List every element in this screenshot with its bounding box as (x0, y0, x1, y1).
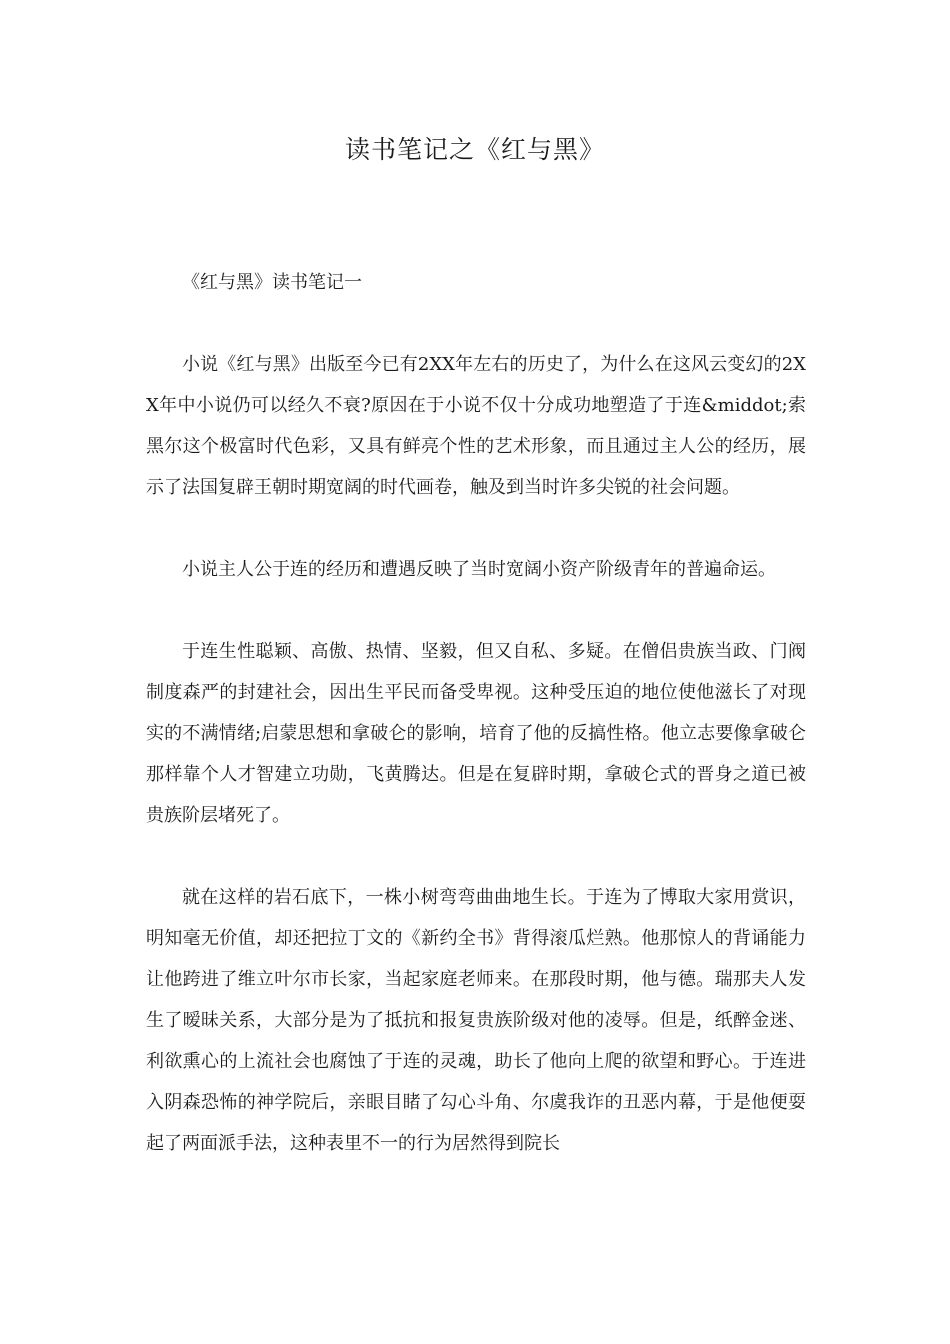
paragraph: 小说主人公于连的经历和遭遇反映了当时宽阔小资产阶级青年的普遍命运。 (182, 559, 776, 580)
paragraph: 就在这样的岩石底下，一株小树弯弯曲曲地生长。于连为了博取大家用赏识，明知毫无价值，却还把拉丁文的《新约全书》背得滚瓜烂熟。他那惊人的背诵能力让他跨进了维立叶尔市长家，当起家庭老师来。在那段时期，他与德。瑞那夫人发生了暧昧关系，大部分是为了抵抗和报复贵族阶级对他的凌辱。但是，纸醉金迷、利欲熏心的上流社会也腐蚀了于连的灵魂，助长了他向上爬的欲望和野心。于连进入阴森恐怖的神学院后，亲眼目睹了勾心斗角、尔虞我诈的丑恶内幕，于是他便耍起了两面派手法，这种表里不一的行为居然得到院长 (146, 887, 806, 1154)
paragraph: 小说《红与黑》出版至今已有2XX年左右的历史了，为什么在这风云变幻的2XX年中小说仍可以经久不衰?原因在于小说不仅十分成功地塑造了于连&middot;索黑尔这个极富时代色彩，又具有鲜亮个性的艺术形象，而且通过主人公的经历，展示了法国复辟王朝时期宽阔的时代画卷，触及到当时许多尖锐的社会问题。 (146, 354, 806, 498)
section-heading: 《红与黑》读书笔记一 (182, 272, 362, 293)
paragraph: 于连生性聪颖、高傲、热情、坚毅，但又自私、多疑。在僧侣贵族当政、门阀制度森严的封建社会，因出生平民而备受卑视。这种受压迫的地位使他滋长了对现实的不满情绪;启蒙思想和拿破仑的影响，培育了他的反搞性格。他立志要像拿破仑那样靠个人才智建立功勋，飞黄腾达。但是在复辟时期，拿破仑式的晋身之道已被贵族阶层堵死了。 (146, 641, 806, 826)
document-body (146, 262, 806, 1205)
document-title: 读书笔记之《红与黑》 (344, 135, 605, 164)
